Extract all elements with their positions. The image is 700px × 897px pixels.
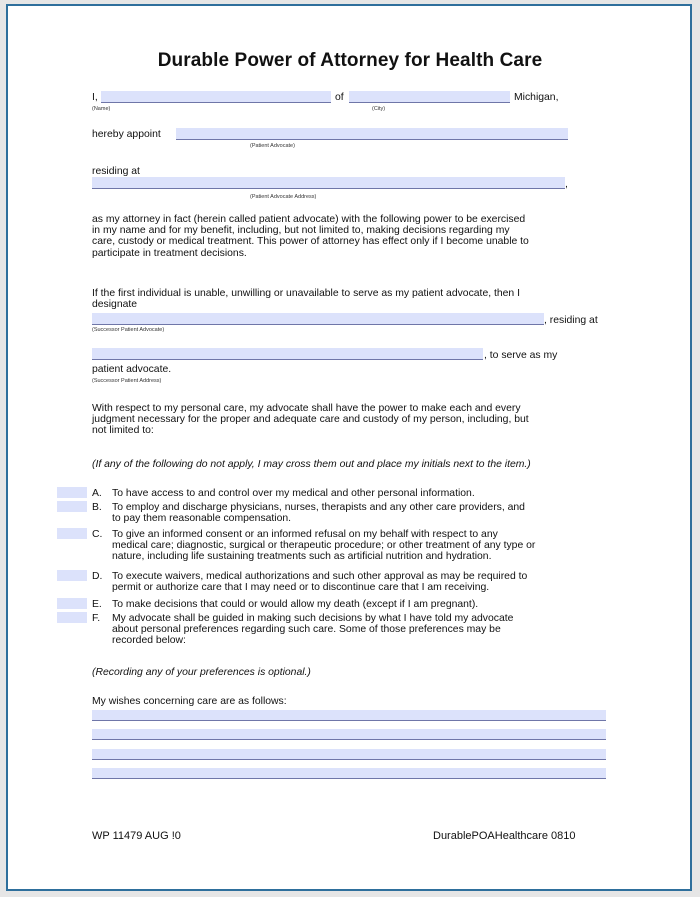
item-line: To have access to and control over my medical and other personal information. xyxy=(112,488,475,499)
to-serve-label: , to serve as my xyxy=(484,350,558,361)
patient-advocate-caption: (Patient Advocate) xyxy=(250,143,295,149)
wishes-line[interactable] xyxy=(92,710,606,721)
successor-name-field[interactable] xyxy=(92,313,544,325)
item-line: to pay them reasonable compensation. xyxy=(112,513,292,525)
item-b-text xyxy=(112,502,525,524)
item-d-text xyxy=(112,571,527,593)
item-letter: F. xyxy=(92,613,101,624)
address-comma: , xyxy=(565,179,568,190)
item-e-text xyxy=(112,599,478,610)
item-line: My advocate shall be guided in making such decisions by what I have told my advocate xyxy=(112,613,514,624)
paragraph-line: not limited to: xyxy=(92,425,154,437)
paragraph-line: participate in treatment decisions. xyxy=(92,247,247,259)
initials-box-a[interactable] xyxy=(57,487,87,498)
residing-label: residing at xyxy=(92,166,140,177)
advocate-address-field[interactable] xyxy=(92,177,565,189)
state-label: Michigan, xyxy=(514,92,559,103)
wishes-line[interactable] xyxy=(92,729,606,740)
successor-paragraph xyxy=(92,288,520,310)
item-line: To make decisions that could or would allow my death (except if I am pregnant). xyxy=(112,599,479,610)
item-letter: C. xyxy=(92,529,103,540)
item-line: To employ and discharge physicians, nurses, therapists and any other care providers, and xyxy=(112,502,525,513)
paragraph-line: care, custody or medical treatment. This power of attorney has effect only if I become unable to xyxy=(92,236,529,248)
successor-name-caption: (Successor Patient Advocate) xyxy=(92,327,165,333)
item-line: To execute waivers, medical authorizations and such other approval as may be required to xyxy=(112,571,528,582)
principal-name-field[interactable] xyxy=(101,91,331,103)
patient-advocate-label: patient advocate. xyxy=(92,364,172,375)
successor-address-field[interactable] xyxy=(92,348,483,360)
item-line: recorded below: xyxy=(112,635,186,647)
item-c-text xyxy=(112,529,535,563)
item-line: permit or authorize care that I may need or to discontinue care that I am receiving. xyxy=(112,582,490,594)
item-line: To give an informed consent or an informed refusal on my behalf with respect to any xyxy=(112,529,498,540)
patient-advocate-field[interactable] xyxy=(176,128,568,140)
footer-document-id: DurablePOAHealthcare 0810 xyxy=(433,830,576,842)
city-field[interactable] xyxy=(349,91,510,103)
item-letter: E. xyxy=(92,599,102,610)
initials-box-e[interactable] xyxy=(57,598,87,609)
item-a-text xyxy=(112,488,475,499)
item-f-text xyxy=(112,613,513,647)
attorney-paragraph xyxy=(92,214,529,259)
footer-form-number: WP 11479 AUG !0 xyxy=(92,830,181,842)
residing-at-label: , residing at xyxy=(544,315,598,326)
initials-box-c[interactable] xyxy=(57,528,87,539)
document-title: Durable Power of Attorney for Health Care xyxy=(157,50,543,71)
paragraph-line: in my name and for my benefit, including, but not limited to, making decisions regarding my xyxy=(92,225,510,237)
item-letter: A. xyxy=(92,488,102,499)
advocate-address-caption: (Patient Advocate Address) xyxy=(250,194,317,200)
paragraph-line: With respect to my personal care, my advocate shall have the power to make each and every xyxy=(92,403,521,414)
wishes-label: My wishes concerning care are as follows: xyxy=(92,696,287,707)
wishes-line[interactable] xyxy=(92,768,606,779)
city-caption: (City) xyxy=(372,106,386,112)
name-caption: (Name) xyxy=(92,106,111,112)
item-line: medical care; diagnostic, surgical or therapeutic procedure; or other treatment of any type or xyxy=(112,540,536,552)
paragraph-line: If the first individual is unable, unwilling or unavailable to serve as my patient advocate, then I xyxy=(92,288,520,299)
wishes-line[interactable] xyxy=(92,749,606,760)
initials-box-b[interactable] xyxy=(57,501,87,512)
personal-care-paragraph xyxy=(92,403,529,437)
cross-out-instructions: (If any of the following do not apply, I may cross them out and place my initials next to the item.) xyxy=(92,459,531,470)
item-letter: B. xyxy=(92,502,102,513)
initials-box-d[interactable] xyxy=(57,570,87,581)
of-label: of xyxy=(335,92,344,103)
paragraph-line: designate xyxy=(92,299,138,311)
paragraph-line: as my attorney in fact (herein called patient advocate) with the following power to be exercised xyxy=(92,214,526,225)
i-label: I, xyxy=(92,92,98,103)
item-line: about personal preferences regarding such care. Some of those preferences may be xyxy=(112,624,501,636)
appoint-label: hereby appoint xyxy=(92,129,161,140)
optional-note: (Recording any of your preferences is optional.) xyxy=(92,667,311,678)
item-line: nature, including life sustaining treatments such as artificial nutrition and hydration. xyxy=(112,551,492,563)
initials-box-f[interactable] xyxy=(57,612,87,623)
item-letter: D. xyxy=(92,571,103,582)
paragraph-line: judgment necessary for the proper and adequate care and custody of my person, including, but xyxy=(92,414,529,426)
successor-address-caption: (Successor Patient Address) xyxy=(92,378,162,384)
